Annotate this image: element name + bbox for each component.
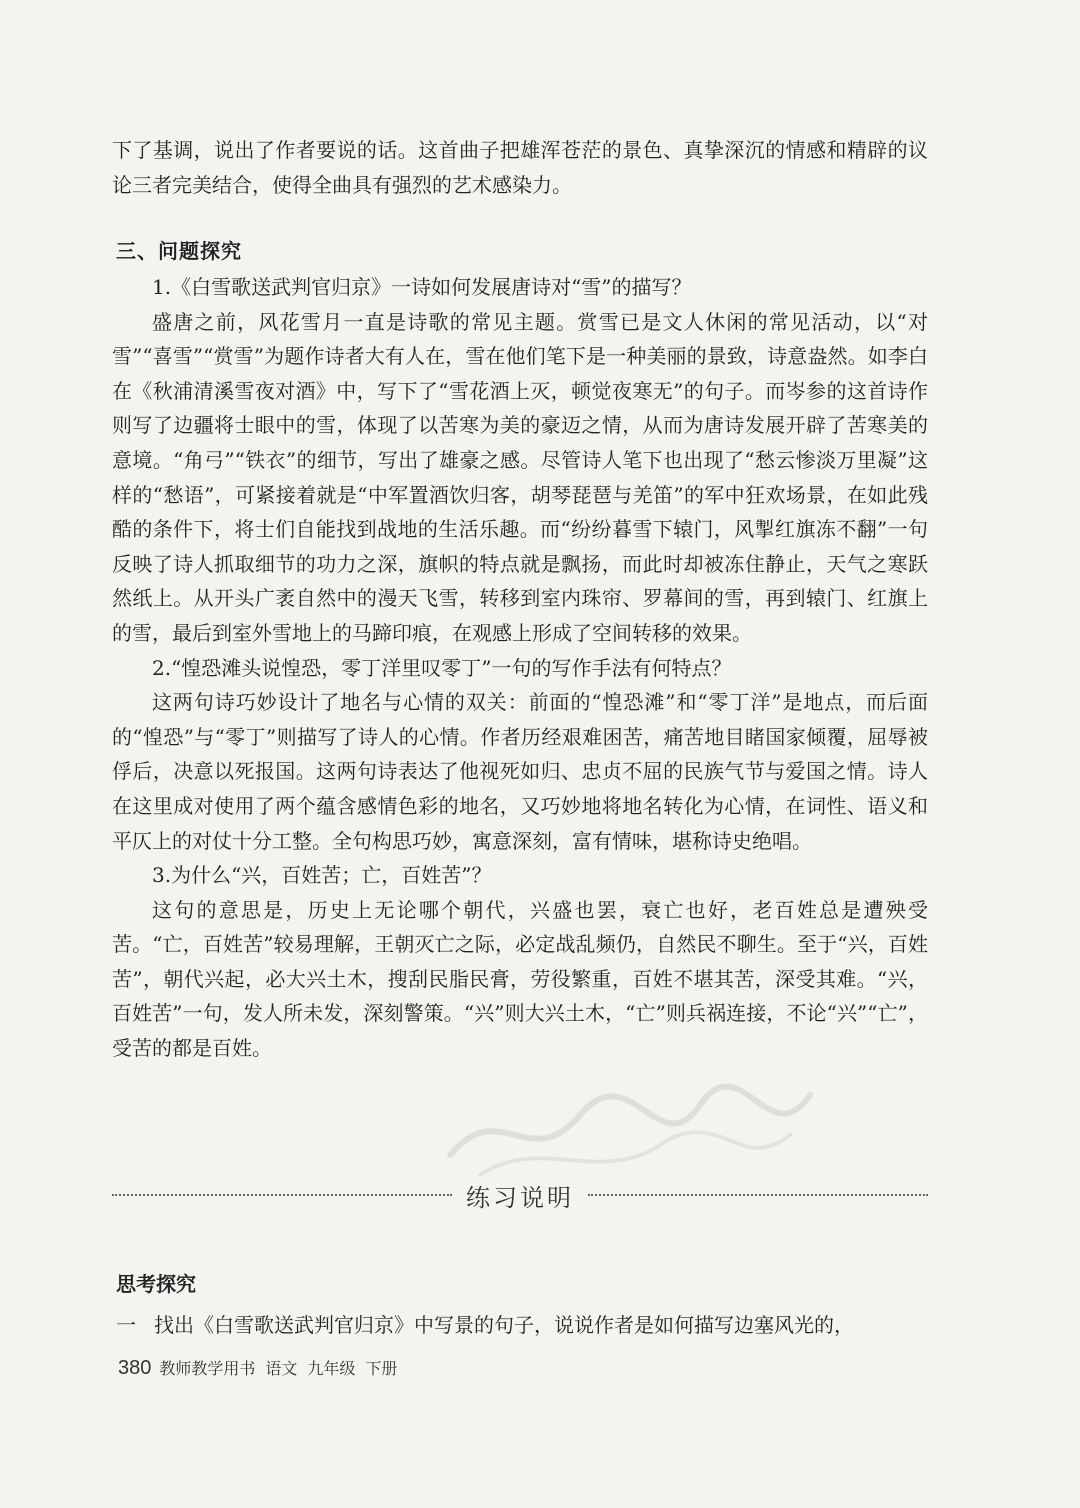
exercise-number: 一 [116,1313,136,1337]
grade: 九年级 [307,1359,356,1378]
question-1-answer: 盛唐之前，风花雪月一直是诗歌的常见主题。赏雪已是文人休闲的常见活动，以“对雪”“喜雪”“赏雪”为题作诗者大有人在，雪在他们笔下是一种美丽的景致，诗意盎然。如李白在《秋浦清溪雪夜对酒》中，写下了“雪花酒上灭，顿觉夜寒无”的句子。而岑参的这首诗作则写了边疆将士眼中的雪，体现了以苦寒为美的豪迈之情，从而为唐诗发展开辟了苦寒美的意境。“角弓”“铁衣”的细节，写出了雄豪之感。尽管诗人笔下也出现了“愁云惨淡万里凝”这样的“愁语”，可紧接着就是“中军置酒饮归客，胡琴琵琶与羌笛”的军中狂欢场景，在如此残酷的条件下，将士们自能找到战地的生活乐趣。而“纷纷暮雪下辕门，风掣红旗冻不翻”一句反映了诗人抓取细节的功力之深，旗帜的特点就是飘扬，而此时却被冻住静止，天气之寒跃然纸上。从开头广袤自然中的漫天飞雪，转移到室内珠帘、罗幕间的雪，再到辕门、红旗上的雪，最后到室外雪地上的马蹄印痕，在观感上形成了空间转移的效果。 [112,309,928,645]
question-1-title: 1.《白雪歌送武判官归京》一诗如何发展唐诗对“雪”的描写？ [152,275,692,299]
question-2-title: 2.“惶恐滩头说惶恐，零丁洋里叹零丁”一句的写作手法有何特点？ [152,655,732,680]
divider-line-left [112,1194,452,1196]
page-number: 380 [118,1357,152,1379]
divider-line-right [588,1194,928,1196]
subject: 语文 [265,1359,298,1378]
question-2-answer: 这两句诗巧妙设计了地名与心情的双关：前面的“惶恐滩”和“零丁洋”是地点，而后面的“惶恐”与“零丁”则描写了诗人的心情。作者历经艰难困苦，痛苦地目睹国家倾覆，屈辱被俘后，决意以死报国。这两句诗表达了他视死如归、忠贞不屈的民族气节与爱国之情。诗人在这里成对使用了两个蕴含感情色彩的地名，又巧妙地将地名转化为心情，在词性、语义和平仄上的对仗十分工整。全句构思巧妙，寓意深刻，富有情味，堪称诗史绝唱。 [112,690,928,853]
exercise-text: 找出《白雪歌送武判官归京》中写景的句子，说说作者是如何描写边塞风光的， [154,1313,854,1337]
sub-heading: 思考探究 [116,1272,196,1296]
page-footer [118,1356,397,1380]
question-3-answer: 这句的意思是，历史上无论哪个朝代，兴盛也罢，衰亡也好，老百姓总是遭殃受苦。“亡，百姓苦”较易理解，王朝灭亡之际，必定战乱频仍，自然民不聊生。至于“兴，百姓苦”，朝代兴起，必大兴土木，搜刮民脂民膏，劳役繁重，百姓不堪其苦，深受其难。“兴，百姓苦”一句，发人所未发，深刻警策。“兴”则大兴土木，“亡”则兵祸连接，不论“兴”“亡”，受苦的都是百姓。 [112,897,928,1061]
section-divider [112,1178,928,1212]
intro-text [112,133,928,202]
book-title: 教师教学用书 [159,1359,256,1378]
question-3-title: 3.为什么“兴，百姓苦；亡，百姓苦”？ [152,863,492,888]
watermark-calligraphy [440,1075,820,1185]
intro-paragraph: 下了基调，说出了作者要说的话。这首曲子把雄浑苍茫的景色、真挚深沉的情感和精辟的议论三者完美结合，使得全曲具有强烈的艺术感染力。 [112,138,928,197]
divider-title: 练习说明 [466,1183,574,1212]
volume: 下册 [365,1359,398,1378]
exercise-item [116,1308,928,1342]
section-heading: 三、问题探究 [116,239,242,263]
questions-block [112,270,928,1066]
